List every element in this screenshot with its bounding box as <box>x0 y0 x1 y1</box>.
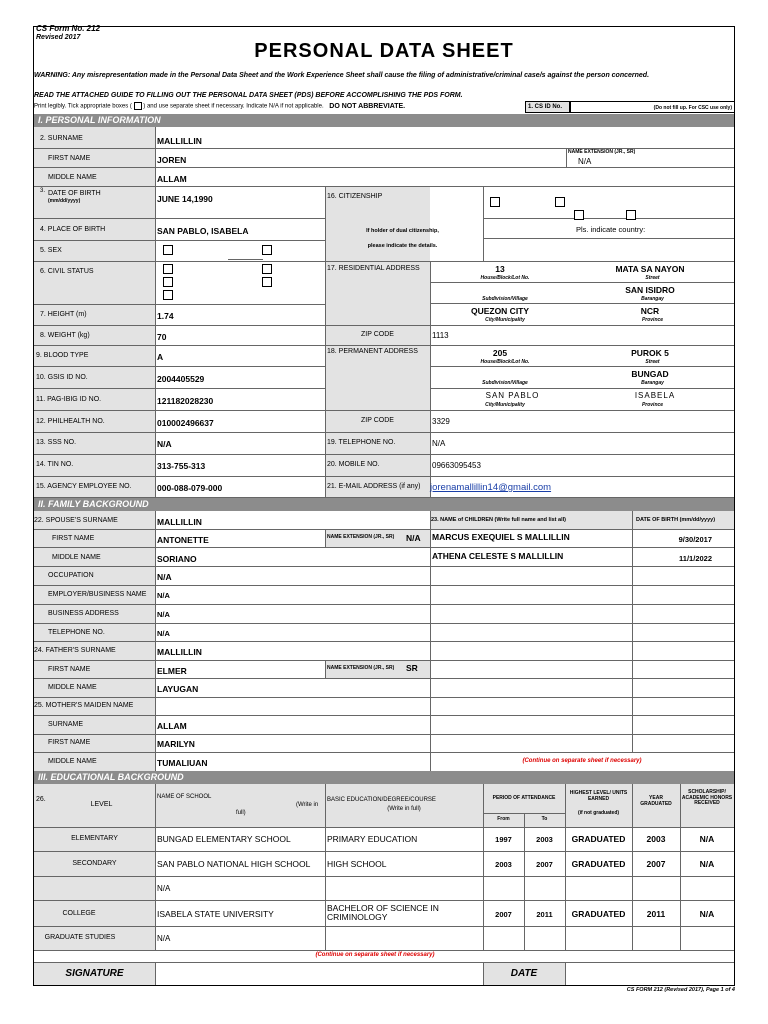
res-city-value[interactable]: QUEZON CITY <box>470 306 530 316</box>
dob-num: 3. <box>40 188 46 194</box>
res-zip-label: ZIP CODE <box>361 331 394 338</box>
spouse-first-label: FIRST NAME <box>52 535 95 542</box>
form-revised: Revised 2017 <box>36 34 81 41</box>
sss-label: 13. SSS NO. <box>36 439 77 446</box>
perm-street-caption: Street <box>645 359 660 365</box>
use-separate-sheet-text: ) and use separate sheet if necessary. Indicate N/A if not applicable. <box>143 103 324 110</box>
spouse-first-value[interactable]: ANTONETTE <box>157 535 209 545</box>
warning-text: WARNING: Any misrepresentation made in the Personal Data Sheet and the Work Experience Sheet shall cause the filing of administrative/criminal case/s against the person concerned. <box>34 72 650 79</box>
perm-street-value[interactable]: PUROK 5 <box>631 348 669 358</box>
middle-name-value[interactable]: ALLAM <box>157 174 187 184</box>
res-city-caption: City/Municipality <box>485 317 525 323</box>
weight-value[interactable]: 70 <box>157 332 167 342</box>
edu-level-college: COLLEGE <box>62 910 96 917</box>
child-2-dob[interactable]: 11/1/2022 <box>679 554 712 563</box>
highest-level-header: HIGHEST LEVEL/ UNITS EARNED <box>569 790 628 802</box>
date-field[interactable] <box>566 963 734 985</box>
civil-other-checkbox[interactable] <box>163 290 173 300</box>
philhealth-value[interactable]: 010002496637 <box>157 418 214 428</box>
child-1-dob[interactable]: 9/30/2017 <box>678 535 712 544</box>
perm-city-caption: City/Municipality <box>485 402 525 408</box>
dual-note-1: If holder of dual citizenship, <box>366 228 439 234</box>
edu-course-elementary[interactable]: PRIMARY EDUCATION <box>327 834 418 844</box>
res-house-caption: House/Block/Lot No. <box>480 275 530 281</box>
print-legibly-text: Print legibly. Tick appropriate boxes ( <box>34 103 132 110</box>
period-header: PERIOD OF ATTENDANCE <box>492 795 556 801</box>
agency-value[interactable]: 000-088-079-000 <box>157 483 223 493</box>
father-ext-value[interactable]: SR <box>406 663 418 673</box>
edu-course-secondary[interactable]: HIGH SCHOOL <box>327 859 387 869</box>
father-ext-label: NAME EXTENSION (JR., SR) <box>327 665 395 671</box>
sss-value[interactable]: N/A <box>157 439 172 449</box>
employer-value[interactable]: N/A <box>157 591 170 600</box>
tick-box-sample <box>134 102 142 110</box>
instructions-row <box>34 102 405 110</box>
pls-indicate-country: Pls. indicate country: <box>576 225 646 234</box>
course-subheader: (Write in full) <box>387 806 421 812</box>
business-address-value[interactable]: N/A <box>157 610 170 619</box>
child-2-name[interactable]: ATHENA CELESTE S MALLILLIN <box>432 551 564 561</box>
civil-widowed-checkbox[interactable] <box>163 277 173 287</box>
edu-year-elementary[interactable]: 2003 <box>646 834 666 844</box>
occupation-label: OCCUPATION <box>48 572 94 579</box>
citizenship-naturalization-checkbox[interactable] <box>626 210 636 220</box>
school-header: NAME OF SCHOOL <box>157 794 212 800</box>
civil-separated-checkbox[interactable] <box>262 277 272 287</box>
sex-label: 5. SEX <box>40 247 62 254</box>
guide-text: READ THE ATTACHED GUIDE TO FILLING OUT THE PERSONAL DATA SHEET (PDS) BEFORE ACCOMPLISHING THE PDS FORM. <box>34 92 463 99</box>
period-to-header: To <box>541 816 548 822</box>
father-first-value[interactable]: ELMER <box>157 666 187 676</box>
perm-brgy-caption: Barangay <box>641 380 664 386</box>
res-house-value[interactable]: 13 <box>495 264 505 274</box>
gsis-value[interactable]: 2004405529 <box>157 374 205 384</box>
telephone-label: 19. TELEPHONE NO. <box>327 439 396 446</box>
edu-level-secondary: SECONDARY <box>72 860 117 867</box>
mother-surname-label: SURNAME <box>48 721 84 728</box>
edu-honors-secondary[interactable]: N/A <box>699 859 715 869</box>
pagibig-label: 11. PAG-IBIG ID NO. <box>36 396 102 403</box>
res-brgy-value[interactable]: SAN ISIDRO <box>625 285 675 295</box>
permanent-address-label: 18. PERMANENT ADDRESS <box>327 348 418 355</box>
pob-value[interactable]: SAN PABLO, ISABELA <box>157 226 249 236</box>
email-value[interactable]: jorenamallillin14@gmail.com <box>430 482 552 493</box>
mother-middle-value[interactable]: TUMALIUAN <box>157 758 208 768</box>
course-header: BASIC EDUCATION/DEGREE/COURSE <box>327 797 436 803</box>
edu-from-college[interactable]: 2007 <box>495 910 512 919</box>
res-street-caption: Street <box>645 275 660 281</box>
blood-value[interactable]: A <box>157 352 164 362</box>
perm-house-caption: House/Block/Lot No. <box>480 359 530 365</box>
cs-id-label: 1. CS ID No. <box>525 101 570 113</box>
form-number: CS Form No. 212 <box>36 24 101 33</box>
edu-level-elementary: ELEMENTARY <box>71 835 118 842</box>
telephone-no-label: TELEPHONE NO. <box>48 629 105 636</box>
education-level-column <box>34 827 155 950</box>
signature-field[interactable] <box>156 963 483 985</box>
edu-to-secondary[interactable]: 2007 <box>536 860 553 869</box>
employer-label: EMPLOYER/BUSINESS NAME <box>48 591 147 598</box>
pob-label: 4. PLACE OF BIRTH <box>40 226 106 233</box>
residential-address-label: 17. RESIDENTIAL ADDRESS <box>327 265 420 272</box>
year-graduated-header: YEAR GRADUATED <box>640 795 672 807</box>
family-continue-note: (Continue on separate sheet if necessary) <box>522 758 642 764</box>
first-name-label: FIRST NAME <box>48 155 91 162</box>
spouse-surname-value[interactable]: MALLILLIN <box>157 517 202 527</box>
business-address-label: BUSINESS ADDRESS <box>48 610 119 617</box>
mother-maiden-label: 25. MOTHER'S MAIDEN NAME <box>34 702 134 709</box>
spouse-middle-value[interactable]: SORIANO <box>157 554 197 564</box>
res-prov-caption: Province <box>641 317 664 323</box>
dob-label: DATE OF BIRTH <box>48 190 101 197</box>
children-label: 23. NAME of CHILDREN (Write full name and list all) <box>431 517 566 523</box>
school-write-in: (Write in <box>296 802 319 808</box>
mother-surname-value[interactable]: ALLAM <box>157 721 187 731</box>
edu-school-elementary[interactable]: BUNGAD ELEMENTARY SCHOOL <box>157 834 291 844</box>
children-dob-label: DATE OF BIRTH (mm/dd/yyyy) <box>636 517 716 523</box>
middle-name-label: MIDDLE NAME <box>48 174 97 181</box>
father-surname-value[interactable]: MALLILLIN <box>157 647 202 657</box>
mobile-label: 20. MOBILE NO. <box>327 461 380 468</box>
tin-label: 14. TIN NO. <box>36 461 74 468</box>
civil-single-checkbox[interactable] <box>163 264 173 274</box>
gsis-label: 10. GSIS ID NO. <box>36 374 88 381</box>
spouse-middle-label: MIDDLE NAME <box>52 554 101 561</box>
sex-female-checkbox[interactable] <box>262 245 272 255</box>
res-zip-value[interactable]: 1113 <box>432 331 449 340</box>
telephone-no-value[interactable]: N/A <box>157 629 170 638</box>
period-from-header: From <box>497 816 510 822</box>
child-1-name[interactable]: MARCUS EXEQUIEL S MALLILLIN <box>432 532 570 542</box>
res-prov-value[interactable]: NCR <box>640 306 660 316</box>
citizenship-birth-checkbox[interactable] <box>574 210 584 220</box>
weight-label: 8. WEIGHT (kg) <box>40 332 90 339</box>
edu-from-secondary[interactable]: 2003 <box>495 860 512 869</box>
edu-school-vocational[interactable]: N/A <box>157 884 171 893</box>
perm-subd-caption: Subdivision/Village <box>482 380 528 386</box>
edu-to-elementary[interactable]: 2003 <box>536 835 553 844</box>
surname-label: 2. SURNAME <box>40 135 83 142</box>
father-middle-label: MIDDLE NAME <box>48 684 97 691</box>
spouse-ext-label: NAME EXTENSION (JR., SR) <box>327 534 395 540</box>
honors-header: SCHOLARSHIP/ ACADEMIC HONORS RECEIVED <box>681 789 733 806</box>
perm-prov-caption: Province <box>641 402 664 408</box>
email-label: 21. E-MAIL ADDRESS (if any) <box>327 483 421 490</box>
school-full: full) <box>236 810 246 816</box>
perm-city-value[interactable]: SAN PABLO <box>485 391 540 400</box>
father-first-label: FIRST NAME <box>48 666 91 673</box>
edu-highest-college[interactable]: GRADUATED <box>571 909 626 919</box>
section-family-background: II. FAMILY BACKGROUND <box>34 498 734 511</box>
edu-from-elementary[interactable]: 1997 <box>495 835 512 844</box>
edu-highest-secondary[interactable]: GRADUATED <box>571 859 626 869</box>
dual-note-2: please indicate the details. <box>367 243 438 249</box>
edu-year-secondary[interactable]: 2007 <box>646 859 666 869</box>
citizenship-filipino-checkbox[interactable] <box>490 197 500 207</box>
perm-brgy-value[interactable]: BUNGAD <box>631 369 669 379</box>
name-ext-label: NAME EXTENSION (JR., SR) <box>568 149 636 155</box>
surname-value[interactable]: MALLILLIN <box>157 136 202 146</box>
do-not-abbreviate: DO NOT ABBREVIATE. <box>329 102 406 110</box>
section-educational-background: III. EDUCATIONAL BACKGROUND <box>34 771 734 784</box>
edu-level-graduate: GRADUATE STUDIES <box>44 934 116 941</box>
civil-status-label: 6. CIVIL STATUS <box>40 268 94 275</box>
mother-first-label: FIRST NAME <box>48 739 91 746</box>
perm-zip-value[interactable]: 3329 <box>432 417 450 426</box>
edu-school-graduate[interactable]: N/A <box>157 934 171 943</box>
pagibig-value[interactable]: 121182028230 <box>157 396 214 406</box>
res-street-value[interactable]: MATA SA NAYON <box>615 264 685 274</box>
father-surname-label: 24. FATHER'S SURNAME <box>34 647 116 654</box>
education-num: 26. <box>36 796 46 803</box>
philhealth-label: 12. PHILHEALTH NO. <box>36 418 105 425</box>
civil-married-checkbox[interactable] <box>262 264 272 274</box>
spouse-surname-label: 22. SPOUSE'S SURNAME <box>34 517 118 524</box>
mobile-value[interactable]: 09663095453 <box>432 461 481 470</box>
edu-course-college[interactable]: BACHELOR OF SCIENCE IN CRIMINOLOGY <box>327 903 439 923</box>
edu-school-college[interactable]: ISABELA STATE UNIVERSITY <box>157 909 274 919</box>
first-name-value[interactable]: JOREN <box>157 155 187 165</box>
edu-honors-college[interactable]: N/A <box>699 909 715 919</box>
edu-school-secondary[interactable]: SAN PABLO NATIONAL HIGH SCHOOL <box>157 859 311 869</box>
edu-to-college[interactable]: 2011 <box>536 910 553 919</box>
mother-middle-label: MIDDLE NAME <box>48 758 97 765</box>
father-middle-value[interactable]: LAYUGAN <box>157 684 199 694</box>
res-brgy-caption: Barangay <box>641 296 664 302</box>
occupation-value[interactable]: N/A <box>157 572 172 582</box>
tin-value[interactable]: 313-755-313 <box>157 461 206 471</box>
dob-value[interactable]: JUNE 14,1990 <box>157 194 213 204</box>
edu-honors-elementary[interactable]: N/A <box>699 834 715 844</box>
agency-label: 15. AGENCY EMPLOYEE NO. <box>36 483 132 490</box>
mother-first-value[interactable]: MARILYN <box>157 739 195 749</box>
height-label: 7. HEIGHT (m) <box>40 311 87 318</box>
edu-year-college[interactable]: 2011 <box>646 909 666 919</box>
citizenship-dual-checkbox[interactable] <box>555 197 565 207</box>
date-label: DATE <box>510 968 538 979</box>
highest-level-subheader: (if not graduated) <box>577 810 620 816</box>
education-continue-note: (Continue on separate sheet if necessary) <box>315 952 435 958</box>
telephone-value[interactable]: N/A <box>432 439 446 448</box>
sex-male-checkbox[interactable] <box>163 245 173 255</box>
signature-label: SIGNATURE <box>65 968 124 979</box>
blood-label: 9. BLOOD TYPE <box>36 352 89 359</box>
form-footer: CS FORM 212 (Revised 2017), Page 1 of 4 <box>626 987 735 993</box>
section-personal-info: I. PERSONAL INFORMATION <box>34 114 734 127</box>
spouse-ext-value[interactable]: N/A <box>406 533 421 543</box>
height-value[interactable]: 1.74 <box>157 311 174 321</box>
perm-zip-label: ZIP CODE <box>361 417 394 424</box>
citizenship-label: 16. CITIZENSHIP <box>327 193 383 200</box>
perm-house-value[interactable]: 205 <box>492 348 508 358</box>
dob-format: (mm/dd/yyyy) <box>48 198 81 204</box>
cs-id-field[interactable]: (Do not fill up. For CSC use only) <box>570 101 735 113</box>
level-header: LEVEL <box>90 801 113 808</box>
page-title: PERSONAL DATA SHEET <box>254 40 514 62</box>
perm-prov-value[interactable]: ISABELA <box>634 391 676 400</box>
res-subd-caption: Subdivision/Village <box>482 296 528 302</box>
edu-highest-elementary[interactable]: GRADUATED <box>571 834 626 844</box>
name-ext-value[interactable]: N/A <box>578 157 592 166</box>
